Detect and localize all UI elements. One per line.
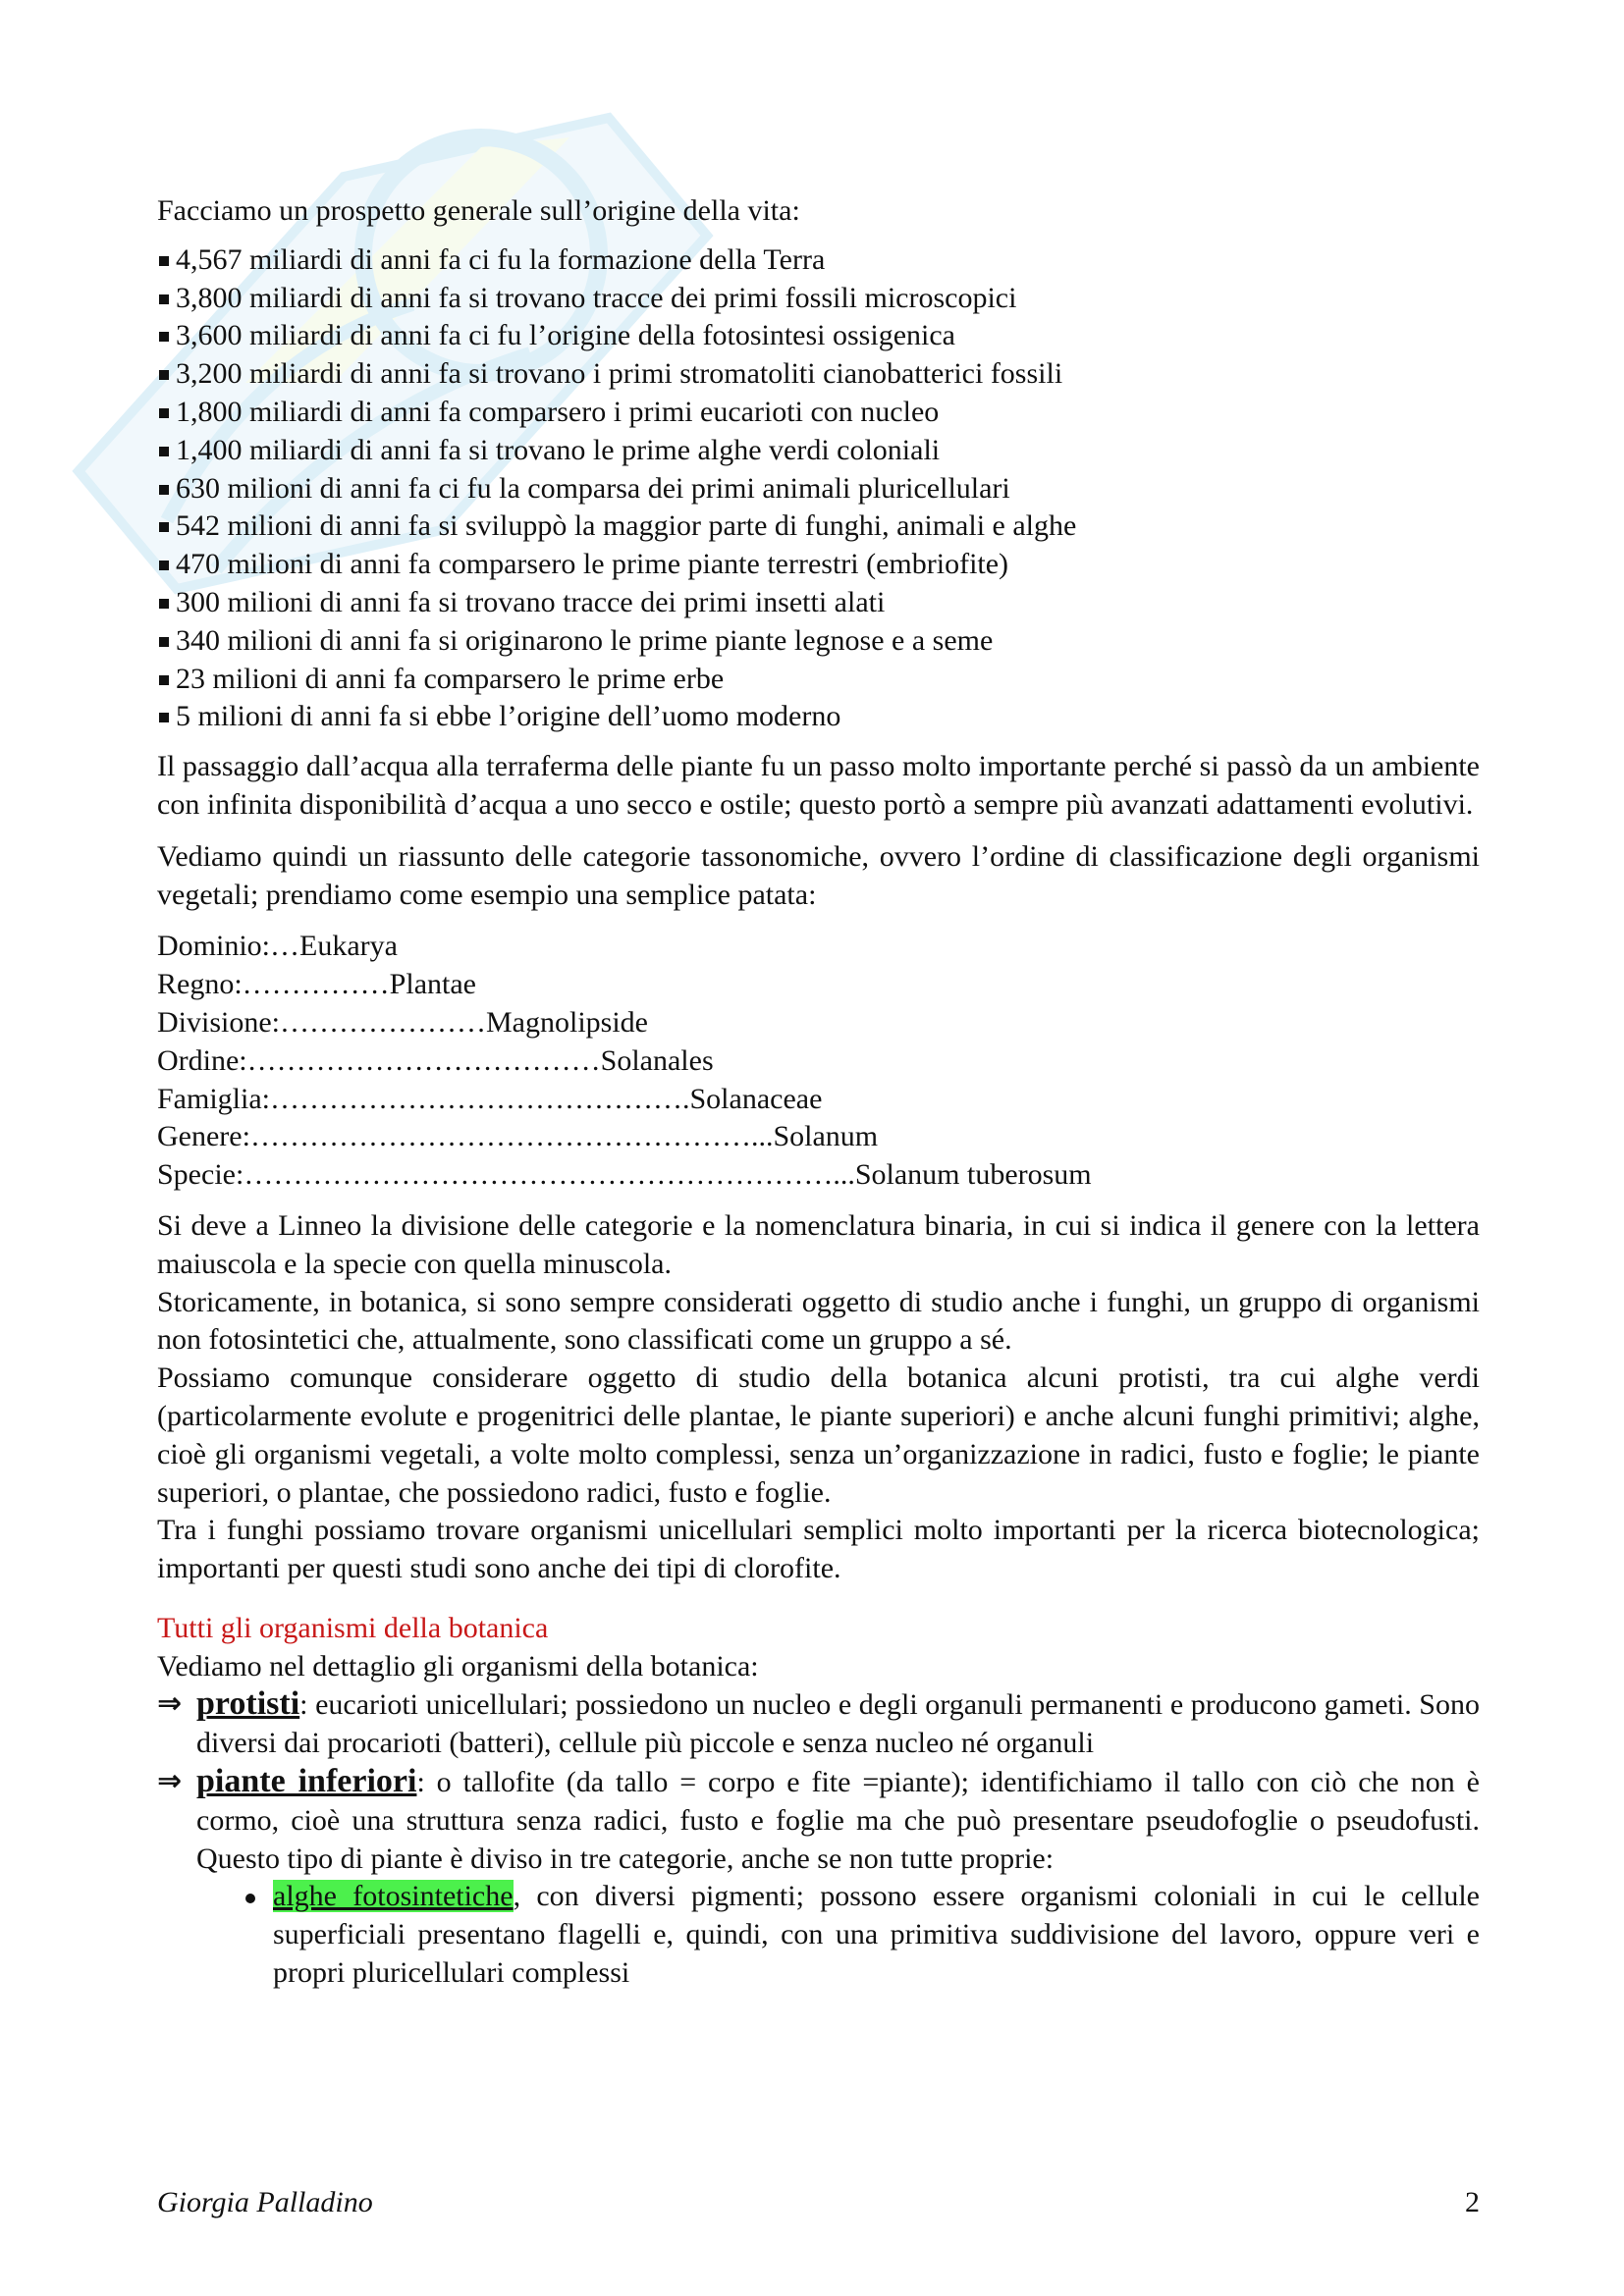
- taxonomy-row: [157, 928, 1480, 966]
- sub-item-description: , con diversi pigmenti; possono essere organismi coloniali in cui le cellule superficiali presentano flagelli e, quindi, con una primitiva suddivisione del lavoro, oppure veri e propri pluricellulari complessi: [273, 1880, 1480, 1990]
- taxonomy-row: [157, 1156, 1480, 1195]
- taxonomy-row: [157, 1004, 1480, 1042]
- timeline-item: 470 milioni di anni fa comparsero le prime piante terrestri (embriofite): [157, 546, 1480, 584]
- taxonomy-value: Magnolipside: [486, 1005, 648, 1039]
- taxonomy-dots: ……………: [242, 968, 390, 1001]
- body-paragraph: Tra i funghi possiamo trovare organismi unicellulari semplici molto importanti per la ricerca biotecnologica; importanti per questi studi sono anche dei tipi di clorofite.: [157, 1514, 1480, 1585]
- timeline-item: 340 milioni di anni fa si originarono le prime piante legnose e a seme: [157, 622, 1480, 661]
- double-arrow-icon: ⇒: [157, 1686, 183, 1722]
- taxonomy-row: [157, 1081, 1480, 1119]
- document-page: [157, 192, 1480, 1993]
- term-piante-inferiori: piante inferiori: [196, 1763, 417, 1800]
- body-paragraph: Possiamo comunque considerare oggetto di studio della botanica alcuni protisti, tra cui alghe verdi (particolarmente evolute e progenitrici delle plantae, le piante superiori) e anche alcuni funghi primitivi; alghe, cioè gli organismi vegetali, a volte molto complessi, senza un’organizzazione in radici, fusto e foglie; le piante superiori, o plantae, che possiedono radici, fusto e foglie.: [157, 1362, 1480, 1509]
- taxonomy-value: Plantae: [389, 968, 476, 1001]
- timeline-item: 3,200 miliardi di anni fa si trovano i primi stromatoliti cianobatterici fossili: [157, 355, 1480, 394]
- taxonomy-label: Famiglia:: [157, 1082, 270, 1115]
- timeline-item: 5 milioni di anni fa si ebbe l’origine dell’uomo moderno: [157, 698, 1480, 736]
- taxonomy-dots: …………………………………….: [270, 1082, 690, 1115]
- timeline-item: 3,800 miliardi di anni fa si trovano tracce dei primi fossili microscopici: [157, 280, 1480, 318]
- timeline-item: 23 milioni di anni fa comparsero le prime erbe: [157, 661, 1480, 699]
- taxonomy-dots: …: [270, 930, 300, 963]
- timeline-item: 1,400 miliardi di anni fa si trovano le prime alghe verdi coloniali: [157, 432, 1480, 470]
- taxonomy-label: Regno:: [157, 968, 243, 1001]
- footer-author: Giorgia Palladino: [157, 2186, 373, 2218]
- taxonomy-row: [157, 1042, 1480, 1081]
- taxonomy-label: Dominio:: [157, 930, 271, 963]
- organism-item-protisti: [157, 1685, 1480, 1763]
- taxonomy-dots: ………………………………: [246, 1043, 601, 1077]
- timeline-item: 4,567 miliardi di anni fa ci fu la formazione della Terra: [157, 241, 1480, 280]
- taxonomy-intro-paragraph: Vediamo quindi un riassunto delle categorie tassonomiche, ovvero l’ordine di classificazione degli organismi vegetali; prendiamo come esempio una semplice patata:: [157, 839, 1480, 911]
- taxonomy-value: Solanum tuberosum: [854, 1158, 1092, 1192]
- timeline-item: 542 milioni di anni fa si sviluppò la maggior parte di funghi, animali e alghe: [157, 507, 1480, 546]
- taxonomy-value: Solanum: [773, 1120, 879, 1153]
- item-description: : eucarioti unicellulari; possiedono un nucleo e degli organuli permanenti e producono gameti. Sono diversi dai procarioti (batteri), cellule più piccole e senza nucleo né organuli: [196, 1688, 1480, 1760]
- taxonomy-label: Divisione:: [157, 1005, 280, 1039]
- taxonomy-list: [157, 928, 1480, 1195]
- page-number: 2: [1465, 2186, 1480, 2218]
- taxonomy-label: Ordine:: [157, 1043, 247, 1077]
- transition-paragraph: Il passaggio dall’acqua alla terraferma delle piante fu un passo molto importante perché si passò da un ambiente con infinita disponibilità d’acqua a uno secco e ostile; questo portò a sempre più avanzati adattamenti evolutivi.: [157, 750, 1480, 821]
- taxonomy-value: Solanales: [600, 1043, 714, 1077]
- timeline-item: 1,800 miliardi di anni fa comparsero i primi eucarioti con nucleo: [157, 394, 1480, 432]
- life-origin-timeline: [157, 241, 1480, 736]
- taxonomy-value: Eukarya: [299, 930, 398, 963]
- taxonomy-dots: ……………………………………………...: [249, 1120, 774, 1153]
- taxonomy-dots: ……………………………………………………...: [244, 1158, 855, 1192]
- taxonomy-row: [157, 1118, 1480, 1156]
- timeline-item: 3,600 miliardi di anni fa ci fu l’origine della fotosintesi ossigenica: [157, 317, 1480, 355]
- taxonomy-value: Solanaceae: [689, 1082, 823, 1115]
- page-footer: [157, 2186, 1480, 2219]
- sub-item-alghe: [157, 1878, 1480, 1992]
- item-description: : o tallofite (da tallo = corpo e fite =piante); identifichiamo il tallo con ciò che non è cormo, cioè una struttura senza radici, fusto e foglie ma che può presentare pseudofoglie o pseudofusti. Questo tipo di piante è diviso in tre categorie, anche se non tutte proprie:: [196, 1766, 1480, 1875]
- section-title: Tutti gli organismi della botanica: [157, 1611, 549, 1644]
- body-paragraph: Storicamente, in botanica, si sono sempre considerati oggetto di studio anche i funghi, un gruppo di organismi non fotosintetici che, attualmente, sono classificati come un gruppo a sé.: [157, 1285, 1480, 1357]
- body-paragraph: Si deve a Linneo la divisione delle categorie e la nomenclatura binaria, in cui si indica il genere con la lettera maiuscola e la specie con quella minuscola.: [157, 1208, 1480, 1280]
- timeline-item: 300 milioni di anni fa si trovano tracce dei primi insetti alati: [157, 584, 1480, 622]
- timeline-item: 630 milioni di anni fa ci fu la comparsa dei primi animali pluricellulari: [157, 470, 1480, 508]
- double-arrow-icon: ⇒: [157, 1764, 183, 1799]
- taxonomy-label: Genere:: [157, 1120, 250, 1153]
- taxonomy-dots: …………………: [280, 1005, 486, 1039]
- term-protisti: protisti: [196, 1685, 300, 1723]
- bullet-icon: [245, 1894, 255, 1903]
- organism-item-piante-inferiori: [157, 1763, 1480, 1878]
- intro-text: Facciamo un prospetto generale sull’origine della vita:: [157, 194, 800, 227]
- section-intro: Vediamo nel dettaglio gli organismi della botanica:: [157, 1649, 759, 1682]
- highlighted-term: alghe fotosintetiche: [273, 1880, 514, 1913]
- taxonomy-row: [157, 966, 1480, 1004]
- taxonomy-label: Specie:: [157, 1158, 244, 1192]
